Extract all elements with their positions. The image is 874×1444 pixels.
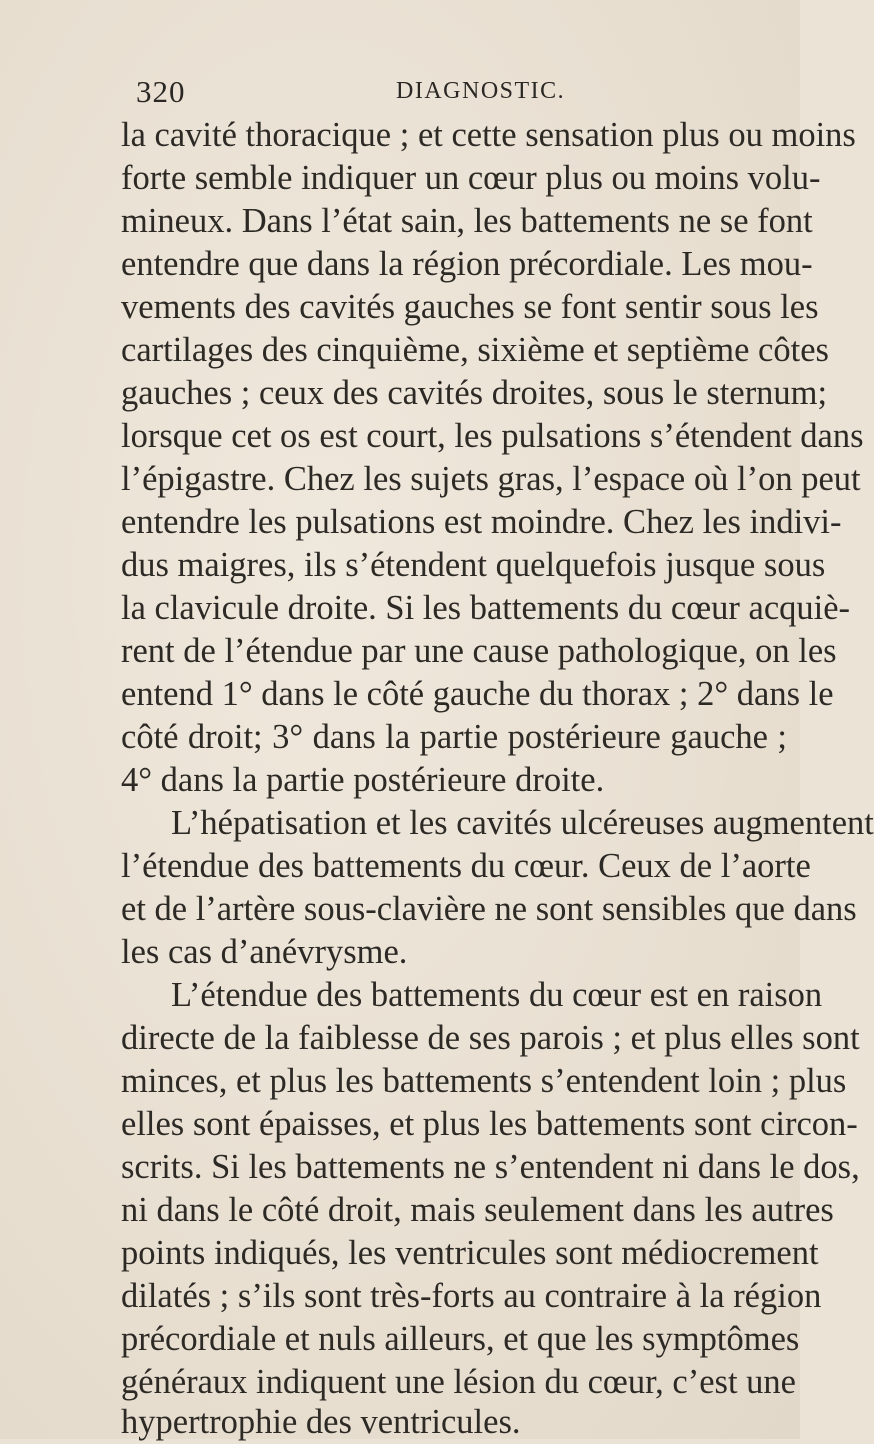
paragraph-end-line: hypertrophie des ventricules. (121, 1403, 521, 1441)
text-line: ni dans le côté droit, mais seulement dans les autres (121, 1191, 834, 1229)
text-line: et de l’artère sous-clavière ne sont sensibles que dans (121, 890, 857, 928)
text-line: points indiqués, les ventricules sont médiocrement (121, 1234, 819, 1272)
text-line: mineux. Dans l’état sain, les battements ne se font (121, 202, 813, 240)
text-line: scrits. Si les battements ne s’entendent ni dans le dos, (121, 1148, 860, 1186)
paragraph-end-line: les cas d’anévrysme. (121, 933, 408, 971)
paragraph-start-line: L’étendue des battements du cœur est en raison (171, 976, 823, 1014)
text-line: entend 1° dans le côté gauche du thorax ; 2° dans le (121, 675, 834, 713)
text-line: minces, et plus les battements s’entendent loin ; plus (121, 1062, 847, 1100)
text-line: gauches ; ceux des cavités droites, sous le sternum; (121, 374, 828, 412)
running-head (136, 74, 776, 110)
text-line: rent de l’étendue par une cause pathologique, on les (121, 632, 837, 670)
text-line: cartilages des cinquième, sixième et septième côtes (121, 331, 829, 369)
paragraph-start-line: L’hépatisation et les cavités ulcéreuses augmentent (171, 804, 874, 842)
text-line: l’étendue des battements du cœur. Ceux de l’aorte (121, 847, 811, 885)
text-line: la clavicule droite. Si les battements du cœur acquiè- (121, 589, 851, 627)
page-number: 320 (136, 74, 186, 109)
text-line: l’épigastre. Chez les sujets gras, l’espace où l’on peut (121, 460, 861, 498)
text-line: dilatés ; s’ils sont très-forts au contraire à la région (121, 1277, 822, 1315)
text-line: directe de la faiblesse de ses parois ; et plus elles sont (121, 1019, 860, 1057)
running-title: DIAGNOSTIC. (396, 78, 566, 104)
text-line: la cavité thoracique ; et cette sensation plus ou moins (121, 116, 856, 154)
text-line: généraux indiquent une lésion du cœur, c’est une (121, 1363, 796, 1401)
text-line: entendre que dans la région précordiale. Les mou- (121, 245, 813, 283)
text-line: précordiale et nuls ailleurs, et que les symptômes (121, 1320, 800, 1358)
text-line: forte semble indiquer un cœur plus ou moins volu- (121, 159, 821, 197)
text-line: lorsque cet os est court, les pulsations s’étendent dans (121, 417, 864, 455)
text-line: côté droit; 3° dans la partie postérieure gauche ; (121, 718, 787, 756)
text-line: dus maigres, ils s’étendent quelquefois jusque sous (121, 546, 826, 584)
text-line: vements des cavités gauches se font sentir sous les (121, 288, 819, 326)
text-line: entendre les pulsations est moindre. Chez les indivi- (121, 503, 842, 541)
paragraph-end-line: 4° dans la partie postérieure droite. (121, 761, 605, 799)
text-line: elles sont épaisses, et plus les battements sont circon- (121, 1105, 858, 1143)
